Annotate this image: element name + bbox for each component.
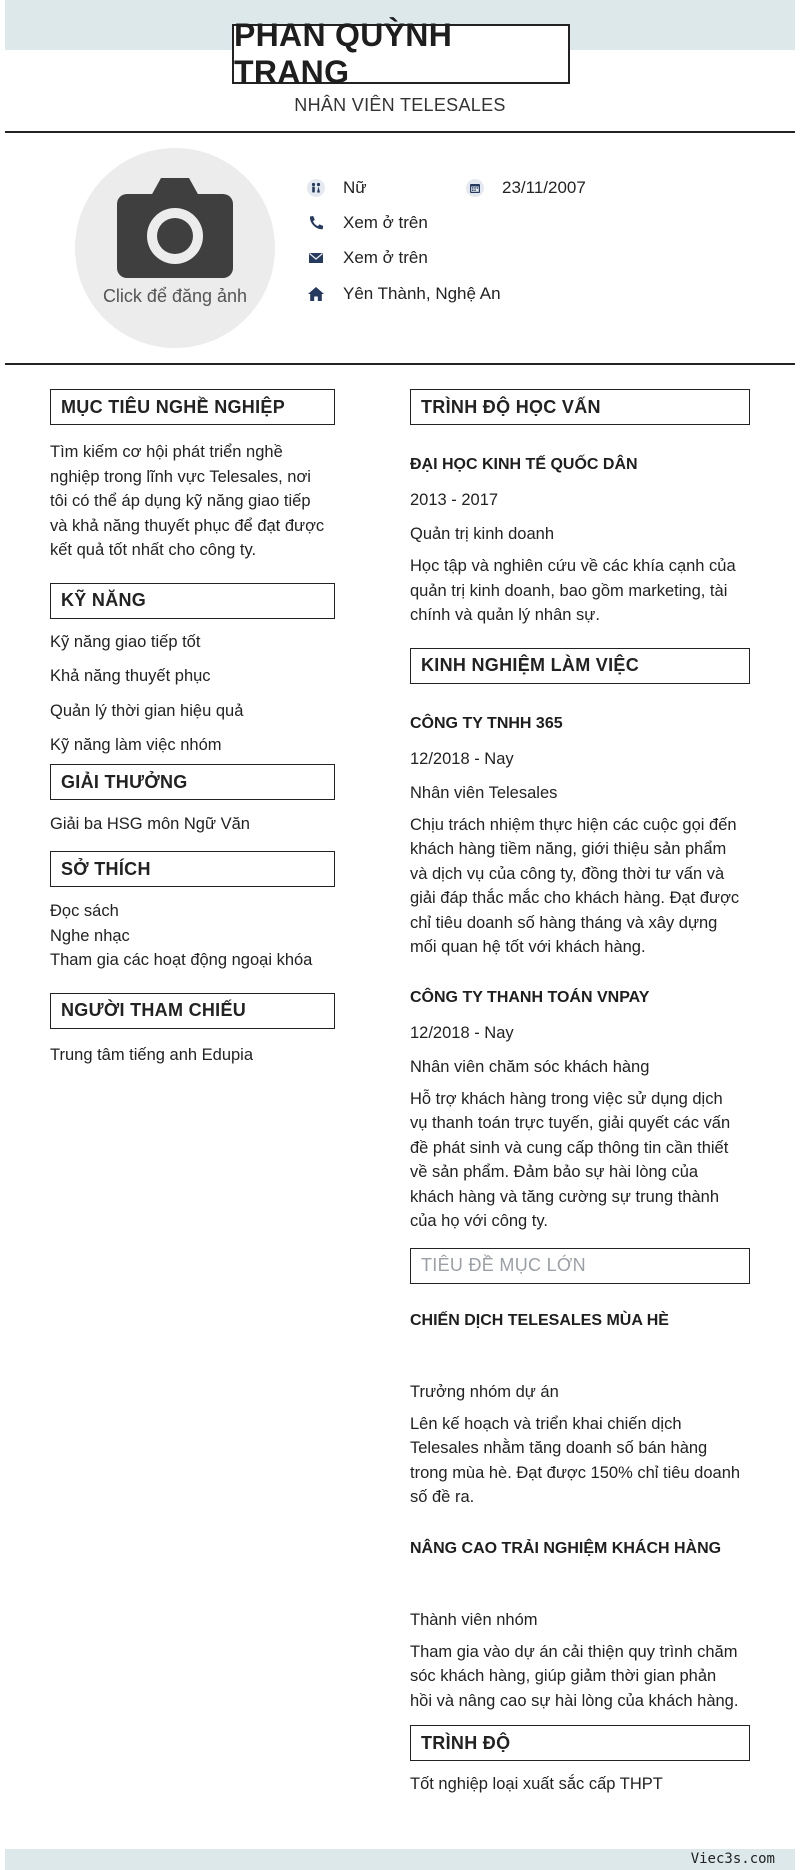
gender-icon — [307, 179, 325, 197]
school-name[interactable]: ĐẠI HỌC KINH TẾ QUỐC DÂN — [410, 456, 638, 473]
header-divider — [5, 131, 795, 133]
education-desc[interactable] — [410, 554, 750, 628]
project-desc-line: hồi và nâng cao sự hài lòng của khách hàng. — [410, 1691, 739, 1710]
objective-heading[interactable]: MỤC TIÊU NGHỀ NGHIỆP — [50, 389, 335, 425]
name-box[interactable] — [232, 17, 570, 90]
job-desc-line: khách hàng tiềm năng, giới thiệu sản phẩm — [410, 840, 727, 858]
job-desc-line: đề phát sinh và cung cấp thông tin cần thiết — [410, 1138, 729, 1157]
project-desc-line: số đề ra. — [410, 1488, 475, 1506]
job-desc-line: mối quan hệ tốt với khách hàng. — [410, 938, 646, 956]
objective-line: và khả năng thuyết phục để đạt được — [50, 516, 325, 535]
job-title[interactable]: NHÂN VIÊN TELESALES — [294, 95, 506, 115]
calendar-icon — [466, 179, 484, 197]
job-desc-line: chỉ tiêu doanh số hàng tháng và xây dựng — [410, 913, 718, 932]
project-role[interactable]: Thành viên nhóm — [410, 1610, 538, 1629]
home-icon — [307, 285, 325, 303]
phone-icon — [307, 214, 325, 232]
project-desc-line: Telesales nhằm tăng doanh số bán hàng — [410, 1439, 708, 1457]
experience-heading[interactable]: KINH NGHIỆM LÀM VIỆC — [410, 648, 750, 684]
award-item[interactable]: Giải ba HSG môn Ngữ Văn — [50, 815, 250, 833]
project-desc-line: trong mùa hè. Đạt được 150% chỉ tiêu doanh — [410, 1463, 741, 1482]
job-desc-line: Chịu trách nhiệm thực hiện các cuộc gọi đến — [410, 815, 737, 834]
job-desc-line: khách hàng và tăng cường sự trung thành — [410, 1187, 720, 1206]
skill-item[interactable]: Kỹ năng làm việc nhóm — [50, 736, 222, 754]
avatar-caption: Click để đăng ảnh — [102, 286, 248, 306]
education-desc-line: chính và quản lý nhân sự. — [410, 606, 600, 624]
project-name[interactable]: NÂNG CAO TRẢI NGHIỆM KHÁCH HÀNG — [410, 1539, 722, 1557]
job-desc-line: giải đáp thắc mắc cho khách hàng. Đạt được — [410, 889, 740, 907]
left-column — [50, 389, 335, 1065]
education-desc-line: Học tập và nghiên cứu về các khía cạnh của — [410, 557, 736, 575]
objective-line: Tìm kiếm cơ hội phát triển nghề — [50, 443, 283, 461]
company-name[interactable]: CÔNG TY THANH TOÁN VNPAY — [410, 988, 650, 1006]
job-desc[interactable] — [410, 1087, 750, 1234]
avatar-upload[interactable] — [75, 148, 275, 348]
job-position[interactable]: Nhân viên Telesales — [410, 783, 558, 802]
level-heading[interactable]: TRÌNH ĐỘ — [410, 1725, 750, 1761]
skill-item[interactable]: Quản lý thời gian hiệu quả — [50, 701, 244, 720]
job-desc-line: về sản phẩm. Đảm bảo sự hài lòng của — [410, 1163, 699, 1181]
job-desc-line: và dịch vụ của công ty, đồng thời tư vấn và — [410, 864, 725, 883]
gender-item[interactable] — [307, 178, 367, 198]
skills-list — [50, 633, 335, 765]
references-heading[interactable]: NGƯỜI THAM CHIẾU — [50, 993, 335, 1029]
job-period[interactable]: 12/2018 - Nay — [410, 1023, 514, 1042]
skill-item[interactable]: Khả năng thuyết phục — [50, 667, 211, 685]
envelope-icon — [307, 249, 325, 267]
brand-watermark[interactable]: Viec3s.com — [690, 1851, 775, 1867]
right-column — [410, 389, 750, 1794]
education-desc-line: quản trị kinh doanh, bao gồm marketing, tài — [410, 581, 728, 600]
job-position[interactable]: Nhân viên chăm sóc khách hàng — [410, 1057, 650, 1076]
level-item[interactable]: Tốt nghiệp loại xuất sắc cấp THPT — [410, 1775, 663, 1793]
job-period[interactable]: 12/2018 - Nay — [410, 749, 514, 768]
hobby-item[interactable]: Nghe nhạc — [50, 926, 130, 945]
address-item[interactable] — [307, 284, 501, 304]
project-desc[interactable] — [410, 1640, 750, 1714]
info-divider — [5, 363, 795, 365]
reference-item[interactable]: Trung tâm tiếng anh Edupia — [50, 1045, 254, 1064]
email-item[interactable] — [307, 248, 428, 268]
address-value: Yên Thành, Nghệ An — [343, 284, 501, 303]
project-desc-line: sóc khách hàng, giúp giảm thời gian phản — [410, 1667, 717, 1685]
project-role[interactable]: Trưởng nhóm dự án — [410, 1382, 559, 1401]
skill-item[interactable]: Kỹ năng giao tiếp tốt — [50, 632, 201, 651]
objective-line: kết quả tốt nhất cho công ty. — [50, 541, 257, 559]
birthday-value: 23/11/2007 — [502, 178, 586, 197]
birthday-item[interactable] — [466, 178, 586, 198]
project-name[interactable]: CHIẾN DỊCH TELESALES MÙA HÈ — [410, 1311, 669, 1329]
camera-icon — [115, 176, 235, 280]
hobby-item[interactable]: Đọc sách — [50, 902, 119, 920]
projects-heading[interactable]: TIÊU ĐỀ MỤC LỚN — [410, 1248, 750, 1284]
phone-item[interactable] — [307, 213, 428, 233]
phone-value: Xem ở trên — [343, 213, 428, 232]
education-period[interactable]: 2013 - 2017 — [410, 491, 499, 509]
hobby-item[interactable]: Tham gia các hoạt động ngoại khóa — [50, 951, 313, 969]
objective-text[interactable] — [50, 440, 335, 563]
education-major[interactable]: Quản trị kinh doanh — [410, 525, 555, 543]
objective-line: tôi có thể áp dụng kỹ năng giao tiếp — [50, 492, 311, 510]
job-desc[interactable] — [410, 813, 750, 960]
objective-line: nghiệp trong lĩnh vực Telesales, nơi — [50, 467, 311, 486]
gender-value: Nữ — [343, 178, 367, 197]
project-desc[interactable] — [410, 1412, 750, 1510]
education-heading[interactable]: TRÌNH ĐỘ HỌC VẤN — [410, 389, 750, 425]
job-desc-line: Hỗ trợ khách hàng trong việc sử dụng dịch — [410, 1089, 723, 1108]
hobbies-list — [50, 899, 335, 973]
bottom-band — [5, 1849, 795, 1870]
awards-heading[interactable]: GIẢI THƯỞNG — [50, 764, 335, 800]
skills-heading[interactable]: KỸ NĂNG — [50, 583, 335, 619]
hobbies-heading[interactable]: SỞ THÍCH — [50, 851, 335, 887]
full-name: PHAN QUỲNH TRANG — [234, 17, 453, 90]
project-desc-line: Tham gia vào dự án cải thiện quy trình chăm — [410, 1642, 738, 1661]
email-value: Xem ở trên — [343, 248, 428, 267]
job-desc-line: vụ thanh toán trực tuyến, giải quyết các vấn — [410, 1114, 731, 1132]
project-desc-line: Lên kế hoạch và triển khai chiến dịch — [410, 1414, 682, 1433]
company-name[interactable]: CÔNG TY TNHH 365 — [410, 714, 563, 732]
job-desc-line: của họ với công ty. — [410, 1212, 549, 1230]
